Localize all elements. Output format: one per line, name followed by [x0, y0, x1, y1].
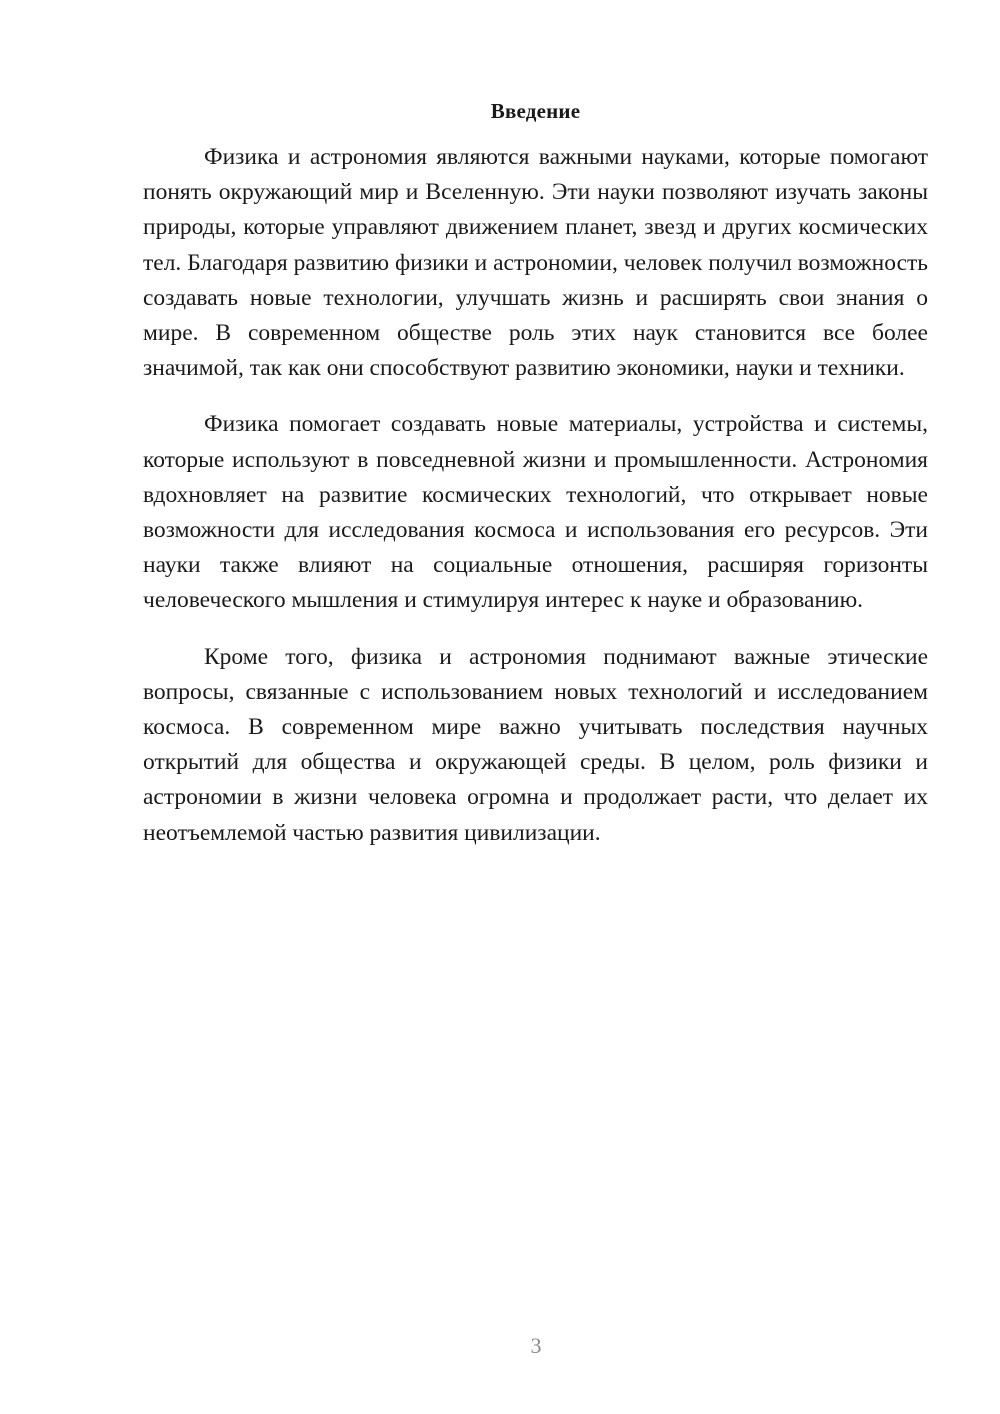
- paragraph-3: Кроме того, физика и астрономия поднимают важные этические вопросы, связанные с использованием новых технологий и исследованием космоса. В современном мире важно учитывать последствия научных открытий для общества и окружающей среды. В целом, роль физики и астрономии в жизни человека огромна и продолжает расти, что делает их неотъемлемой частью развития цивилизации.: [143, 643, 928, 846]
- page-number: 3: [530, 1333, 542, 1358]
- document-body: [143, 96, 928, 872]
- paragraph-1: Физика и астрономия являются важными науками, которые помогают понять окружающий мир и Вселенную. Эти науки позволяют изучать законы природы, которые управляют движением планет, звезд и других космических тел. Благодаря развитию физики и астрономии, человек получил возможность создавать новые технологии, улучшать жизнь и расширять свои знания о мире. В современном обществе роль этих наук становится все более значимой, так как они способствуют развитию экономики, науки и техники.: [143, 144, 928, 382]
- paragraph-2: Физика помогает создавать новые материалы, устройства и системы, которые используют в повседневной жизни и промышленности. Астрономия вдохновляет на развитие космических технологий, что открывает новые возможности для исследования космоса и использования его ресурсов. Эти науки также влияют на социальные отношения, расширяя горизонты человеческого мышления и стимулируя интерес к науке и образованию.: [143, 411, 928, 614]
- page-title: Введение: [490, 99, 581, 123]
